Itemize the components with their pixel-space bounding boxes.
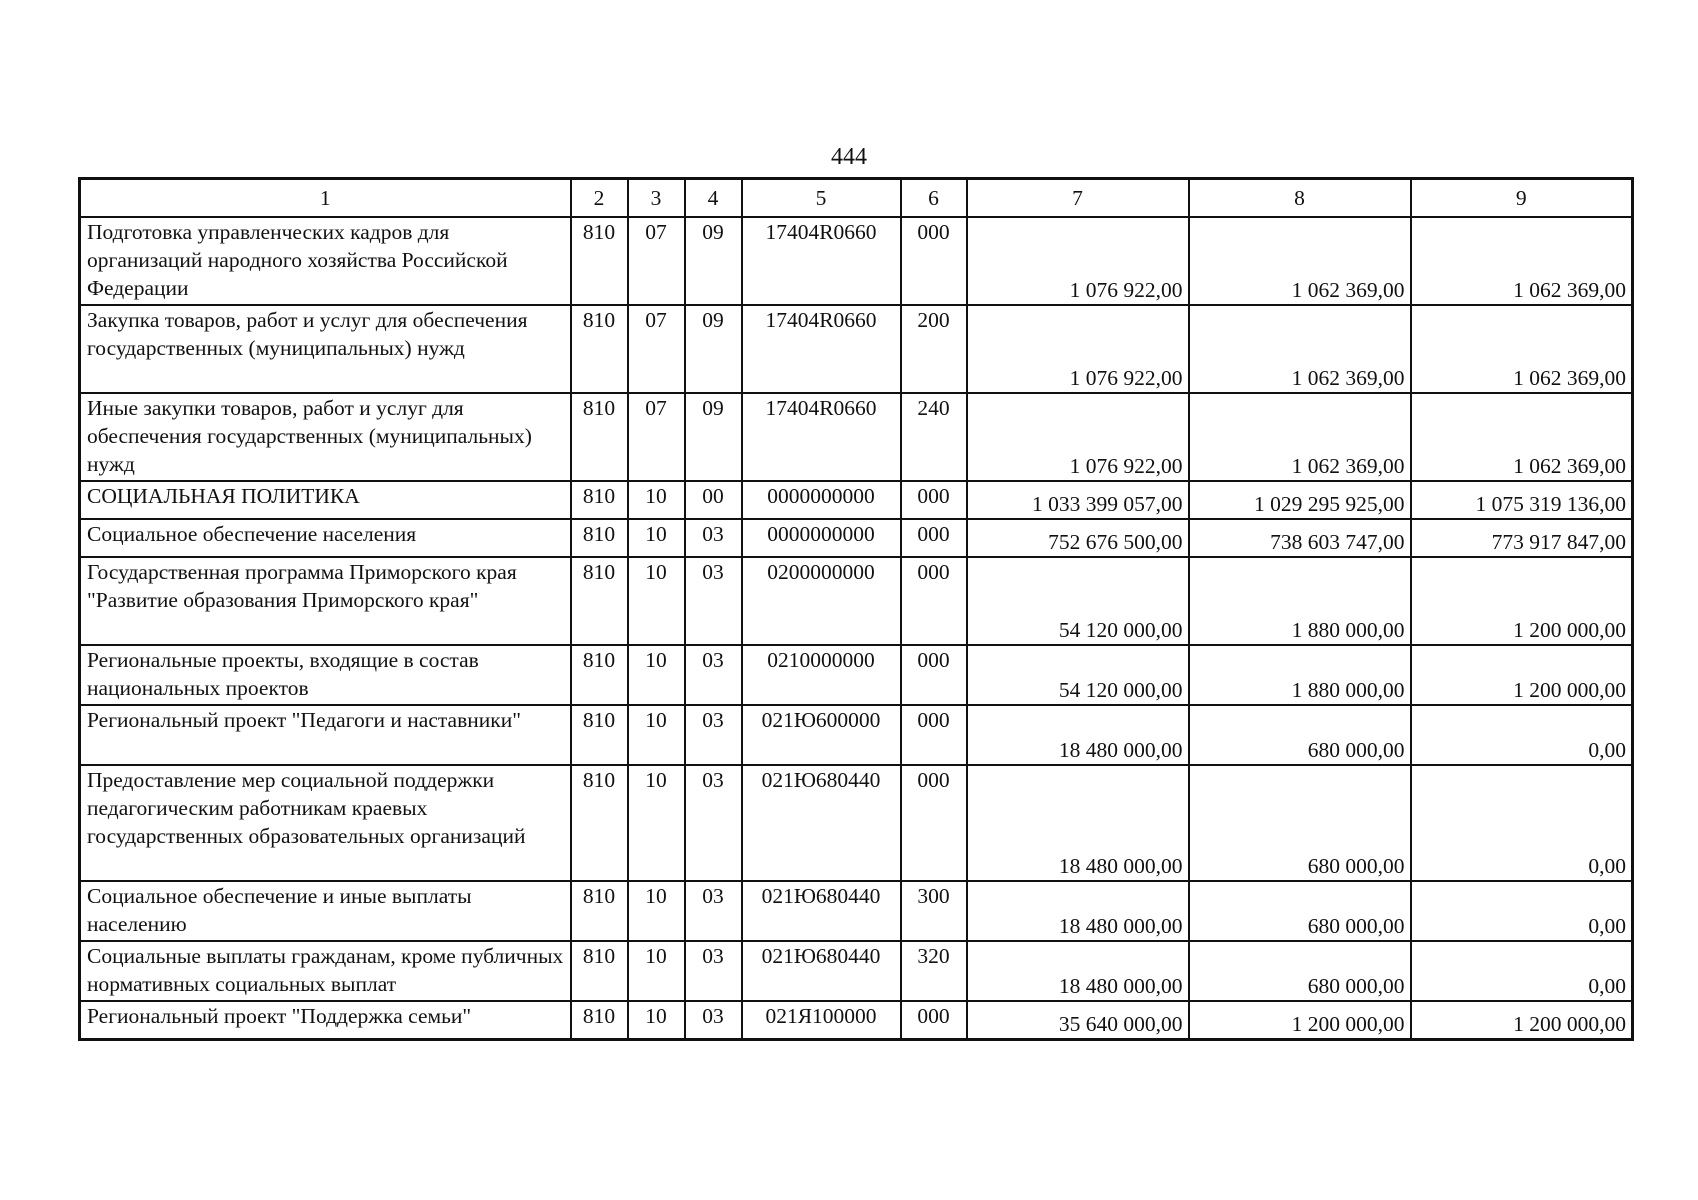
cell-c3: 10 (628, 557, 685, 645)
cell-c5: 021Ю680440 (742, 765, 901, 881)
cell-c3: 10 (628, 1001, 685, 1039)
cell-c3: 07 (628, 217, 685, 305)
cell-c9: 1 200 000,00 (1411, 1001, 1633, 1039)
cell-c8: 680 000,00 (1189, 881, 1411, 941)
cell-c2: 810 (571, 557, 628, 645)
table-row (80, 705, 1633, 765)
table-row (80, 645, 1633, 705)
cell-c9: 1 200 000,00 (1411, 645, 1633, 705)
cell-c8: 1 062 369,00 (1189, 393, 1411, 481)
table-row (80, 765, 1633, 881)
cell-c5: 0000000000 (742, 519, 901, 557)
row-name: Предоставление мер социальной поддержки педагогическим работникам краевых государственных образовательных организаций (80, 765, 571, 881)
cell-c6: 320 (901, 941, 967, 1001)
cell-c2: 810 (571, 941, 628, 1001)
cell-c7: 18 480 000,00 (967, 941, 1189, 1001)
cell-c8: 738 603 747,00 (1189, 519, 1411, 557)
table-row (80, 557, 1633, 645)
row-name: Региональный проект "Педагоги и наставники" (80, 705, 571, 765)
cell-c4: 00 (685, 481, 742, 519)
cell-c9: 0,00 (1411, 881, 1633, 941)
cell-c5: 021Ю680440 (742, 881, 901, 941)
cell-c9: 0,00 (1411, 765, 1633, 881)
cell-c3: 10 (628, 881, 685, 941)
row-name: Иные закупки товаров, работ и услуг для обеспечения государственных (муниципальных) нужд (80, 393, 571, 481)
cell-c7: 35 640 000,00 (967, 1001, 1189, 1039)
cell-c7: 54 120 000,00 (967, 645, 1189, 705)
cell-c5: 17404R0660 (742, 305, 901, 393)
cell-c6: 000 (901, 645, 967, 705)
table-row (80, 305, 1633, 393)
cell-c3: 10 (628, 765, 685, 881)
cell-c6: 000 (901, 217, 967, 305)
table-row (80, 941, 1633, 1001)
budget-table (78, 177, 1634, 1041)
cell-c4: 09 (685, 393, 742, 481)
cell-c5: 0210000000 (742, 645, 901, 705)
cell-c2: 810 (571, 305, 628, 393)
cell-c7: 1 076 922,00 (967, 217, 1189, 305)
cell-c5: 17404R0660 (742, 217, 901, 305)
cell-c8: 1 200 000,00 (1189, 1001, 1411, 1039)
cell-c5: 021Ю600000 (742, 705, 901, 765)
table-row (80, 519, 1633, 557)
row-name: Закупка товаров, работ и услуг для обеспечения государственных (муниципальных) нужд (80, 305, 571, 393)
cell-c7: 54 120 000,00 (967, 557, 1189, 645)
cell-c2: 810 (571, 1001, 628, 1039)
cell-c4: 03 (685, 881, 742, 941)
column-header: 1 (80, 179, 571, 218)
row-name: Социальные выплаты гражданам, кроме публичных нормативных социальных выплат (80, 941, 571, 1001)
cell-c9: 1 062 369,00 (1411, 393, 1633, 481)
row-name: Государственная программа Приморского края "Развитие образования Приморского края" (80, 557, 571, 645)
cell-c6: 000 (901, 705, 967, 765)
column-header: 7 (967, 179, 1189, 218)
cell-c2: 810 (571, 645, 628, 705)
table-row (80, 393, 1633, 481)
cell-c3: 07 (628, 305, 685, 393)
column-header: 2 (571, 179, 628, 218)
column-header: 4 (685, 179, 742, 218)
column-header: 9 (1411, 179, 1633, 218)
cell-c3: 07 (628, 393, 685, 481)
cell-c4: 03 (685, 1001, 742, 1039)
cell-c2: 810 (571, 217, 628, 305)
cell-c6: 000 (901, 519, 967, 557)
cell-c4: 03 (685, 645, 742, 705)
cell-c2: 810 (571, 705, 628, 765)
cell-c5: 021Я100000 (742, 1001, 901, 1039)
page-number: 444 (831, 144, 867, 170)
cell-c7: 18 480 000,00 (967, 705, 1189, 765)
cell-c9: 1 062 369,00 (1411, 305, 1633, 393)
cell-c5: 021Ю680440 (742, 941, 901, 1001)
column-header: 8 (1189, 179, 1411, 218)
cell-c9: 1 075 319 136,00 (1411, 481, 1633, 519)
cell-c2: 810 (571, 519, 628, 557)
cell-c4: 03 (685, 557, 742, 645)
row-name: Социальное обеспечение населения (80, 519, 571, 557)
cell-c6: 300 (901, 881, 967, 941)
cell-c4: 03 (685, 765, 742, 881)
row-name: Социальное обеспечение и иные выплаты населению (80, 881, 571, 941)
cell-c7: 752 676 500,00 (967, 519, 1189, 557)
cell-c6: 240 (901, 393, 967, 481)
cell-c2: 810 (571, 393, 628, 481)
cell-c3: 10 (628, 645, 685, 705)
cell-c8: 680 000,00 (1189, 705, 1411, 765)
cell-c8: 1 880 000,00 (1189, 645, 1411, 705)
cell-c8: 1 062 369,00 (1189, 305, 1411, 393)
row-name: Подготовка управленческих кадров для организаций народного хозяйства Российской Федерации (80, 217, 571, 305)
cell-c7: 1 076 922,00 (967, 393, 1189, 481)
cell-c2: 810 (571, 765, 628, 881)
cell-c5: 0000000000 (742, 481, 901, 519)
cell-c8: 1 880 000,00 (1189, 557, 1411, 645)
column-header: 3 (628, 179, 685, 218)
table-row (80, 217, 1633, 305)
cell-c6: 000 (901, 765, 967, 881)
cell-c4: 09 (685, 305, 742, 393)
row-name: Региональный проект "Поддержка семьи" (80, 1001, 571, 1039)
cell-c3: 10 (628, 481, 685, 519)
cell-c8: 680 000,00 (1189, 941, 1411, 1001)
column-header: 6 (901, 179, 967, 218)
cell-c6: 000 (901, 557, 967, 645)
cell-c9: 0,00 (1411, 705, 1633, 765)
cell-c4: 03 (685, 519, 742, 557)
cell-c7: 18 480 000,00 (967, 765, 1189, 881)
cell-c6: 000 (901, 481, 967, 519)
row-name: СОЦИАЛЬНАЯ ПОЛИТИКА (80, 481, 571, 519)
cell-c8: 680 000,00 (1189, 765, 1411, 881)
table-row (80, 481, 1633, 519)
cell-c2: 810 (571, 481, 628, 519)
cell-c3: 10 (628, 705, 685, 765)
column-header: 5 (742, 179, 901, 218)
cell-c2: 810 (571, 881, 628, 941)
cell-c3: 10 (628, 941, 685, 1001)
cell-c7: 1 033 399 057,00 (967, 481, 1189, 519)
cell-c6: 000 (901, 1001, 967, 1039)
cell-c4: 03 (685, 941, 742, 1001)
table-row (80, 1001, 1633, 1039)
cell-c8: 1 062 369,00 (1189, 217, 1411, 305)
header-row (80, 179, 1633, 218)
cell-c9: 0,00 (1411, 941, 1633, 1001)
cell-c9: 1 062 369,00 (1411, 217, 1633, 305)
cell-c4: 09 (685, 217, 742, 305)
cell-c5: 17404R0660 (742, 393, 901, 481)
cell-c7: 1 076 922,00 (967, 305, 1189, 393)
cell-c5: 0200000000 (742, 557, 901, 645)
cell-c9: 773 917 847,00 (1411, 519, 1633, 557)
cell-c8: 1 029 295 925,00 (1189, 481, 1411, 519)
table-row (80, 881, 1633, 941)
cell-c9: 1 200 000,00 (1411, 557, 1633, 645)
cell-c7: 18 480 000,00 (967, 881, 1189, 941)
cell-c4: 03 (685, 705, 742, 765)
row-name: Региональные проекты, входящие в состав национальных проектов (80, 645, 571, 705)
cell-c3: 10 (628, 519, 685, 557)
cell-c6: 200 (901, 305, 967, 393)
